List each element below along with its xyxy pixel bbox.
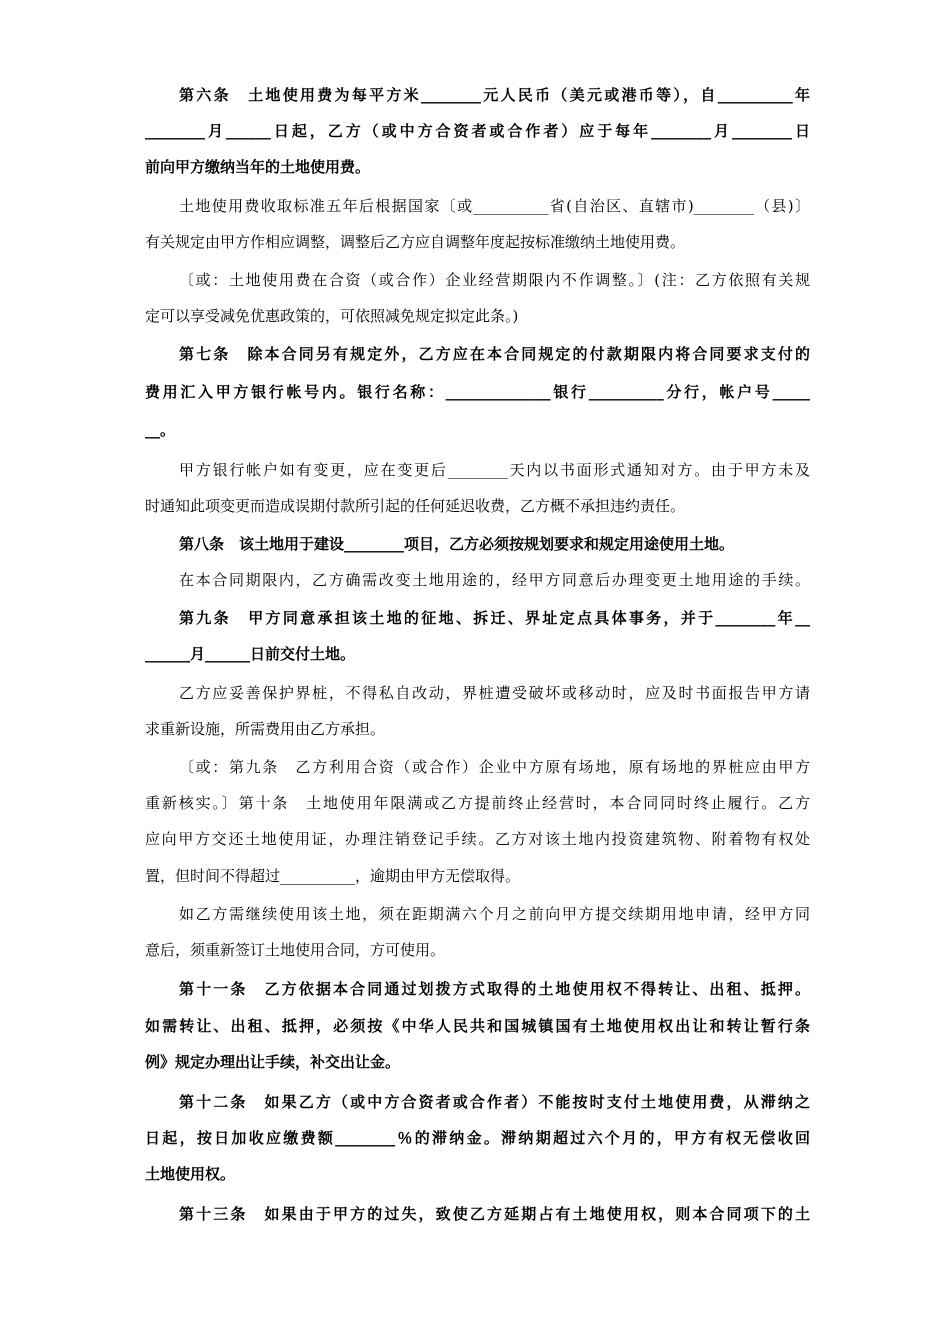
article-12-line-3: 土地使用权。 — [145, 1165, 236, 1183]
article-6-para3-line-1: 〔或：土地使用费在合资（或合作）企业经营期限内不作调整。〕(注：乙方依照有关规 — [179, 271, 810, 289]
article-8-para2-line-1: 在本合同期限内，乙方确需改变土地用途的，经甲方同意后办理变更土地用途的手续。 — [179, 571, 810, 589]
article-12-line-1: 第十二条 如果乙方（或中方合资者或合作者）不能按时支付土地使用费，从滞纳之 — [179, 1093, 810, 1111]
article-10-line-1: 重新核实。〕第十条 土地使用年限满或乙方提前终止经营时，本合同同时终止履行。乙方 — [145, 794, 810, 812]
article-10-para2-line-2: 意后，须重新签订土地使用合同，方可使用。 — [145, 941, 446, 959]
article-11-line-1: 第十一条 乙方依据本合同通过划拨方式取得的土地使用权不得转让、出租、抵押。 — [179, 980, 810, 998]
article-6-para2-line-1: 土地使用费收取标准五年后根据国家〔或__________省(自治区、直辖市)________（县)〕 — [179, 197, 810, 215]
article-10-para2-line-1: 如乙方需继续使用该土地，须在距期满六个月之前向甲方提交续期用地申请，经甲方同 — [179, 905, 810, 923]
article-7-line-1: 第七条 除本合同另有规定外，乙方应在本合同规定的付款期限内将合同要求支付的 — [179, 345, 810, 363]
article-11-line-2: 如需转让、出租、抵押，必须按《中华人民共和国城镇国有土地使用权出让和转让暂行条 — [145, 1017, 810, 1035]
article-9-alt-line-1: 〔或：第九条 乙方利用合资（或合作）企业中方原有场地，原有场地的界桩应由甲方 — [179, 758, 810, 776]
article-7-para2-line-2: 时通知此项变更而造成误期付款所引起的任何延迟收费，乙方概不承担违约责任。 — [145, 497, 686, 515]
article-6-para2-line-2: 有关规定由甲方作相应调整，调整后乙方应自调整年度起按标准缴纳土地使用费。 — [145, 233, 686, 251]
article-9-line-1: 第九条 甲方同意承担该土地的征地、拆迁、界址定点具体事务，并于________年__ — [179, 609, 810, 627]
article-6-line-1: 第六条 土地使用费为每平方米________元人民币（美元或港币等），自__________年 — [179, 86, 810, 104]
article-10-line-2: 应向甲方交还土地使用证，办理注销登记手续。乙方对该土地内投资建筑物、附着物有权处 — [145, 830, 810, 848]
article-7-line-3: __。 — [145, 421, 176, 439]
article-13-line-1: 第十三条 如果由于甲方的过失，致使乙方延期占有土地使用权，则本合同项下的土 — [179, 1205, 810, 1223]
article-10-line-3: 置，但时间不得超过__________，逾期由甲方无偿取得。 — [145, 867, 521, 885]
article-7-line-2: 费用汇入甲方银行帐号内。银行名称：______________银行__________分行，帐户号_____ — [145, 383, 810, 401]
article-7-para2-line-1: 甲方银行帐户如有变更，应在变更后________天内以书面形式通知对方。由于甲方未及 — [179, 461, 810, 479]
article-12-line-2: 日起，按日加收应缴费额________％的滞纳金。滞纳期超过六个月的，甲方有权无偿收回 — [145, 1129, 810, 1147]
article-9-para2-line-1: 乙方应妥善保护界桩，不得私自改动，界桩遭受破坏或移动时，应及时书面报告甲方请 — [179, 684, 810, 702]
article-6-line-2: ________月______日起，乙方（或中方合资者或合作者）应于每年________月________日 — [145, 122, 810, 140]
article-6-line-3: 前向甲方缴纳当年的土地使用费。 — [145, 158, 371, 176]
article-9-line-2: ______月______日前交付土地。 — [145, 645, 356, 663]
article-8-line-1: 第八条 该土地用于建设________项目，乙方必须按规划要求和规定用途使用土地。 — [179, 535, 735, 553]
article-9-para2-line-2: 求重新设施，所需费用由乙方承担。 — [145, 720, 386, 738]
article-6-para3-line-2: 定可以享受减免优惠政策的，可依照减免规定拟定此条。) — [145, 307, 519, 325]
article-11-line-3: 例》规定办理出让手续，补交出让金。 — [145, 1053, 401, 1071]
